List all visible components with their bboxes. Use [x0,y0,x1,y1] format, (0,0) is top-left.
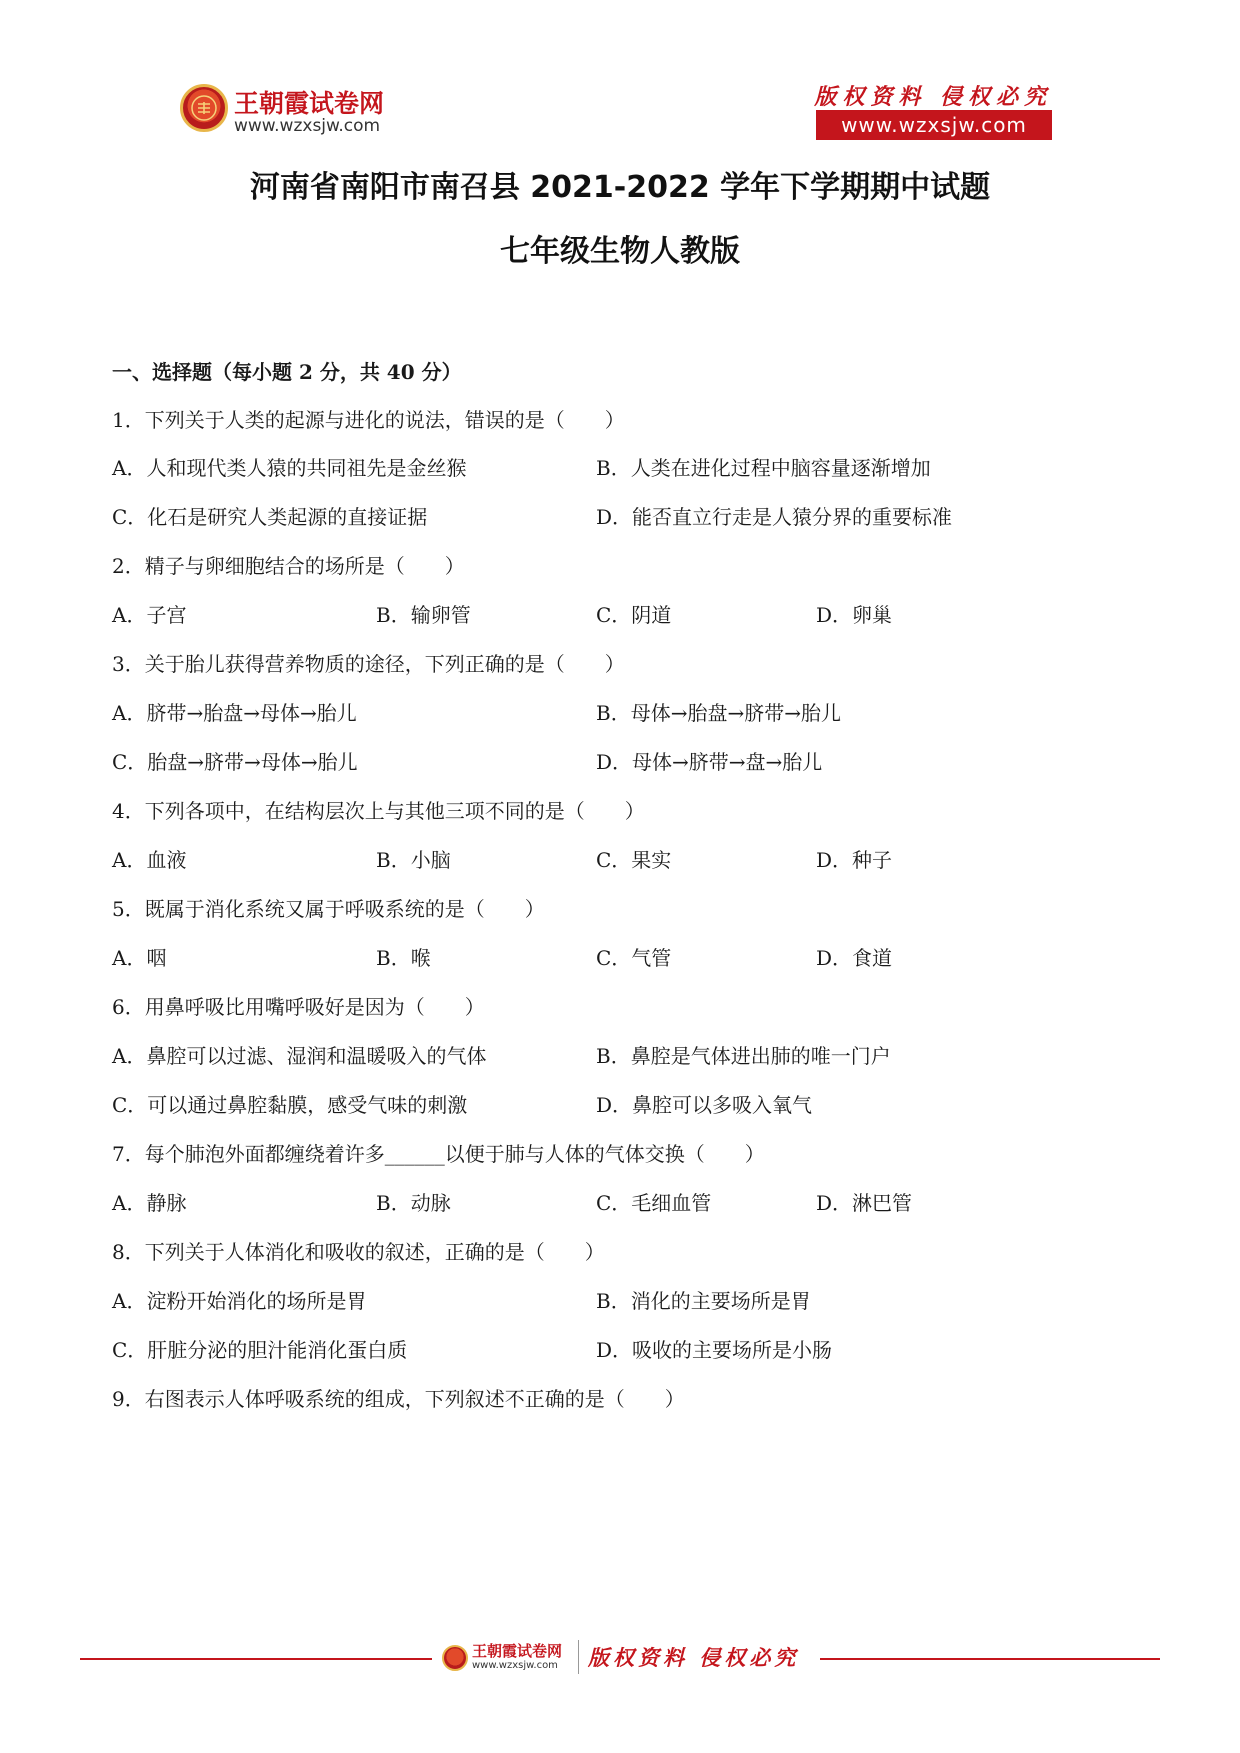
option-a[interactable]: A．血液 [112,848,187,872]
copyright-notice: 版权资料 侵权必究 [814,84,1052,110]
question-stem: 6．用鼻呼吸比用嘴呼吸好是因为（ ） [112,995,485,1019]
option-b[interactable]: B．母体→胎盘→脐带→胎儿 [596,701,841,725]
option-d[interactable]: D．种子 [816,848,893,872]
question-stem: 9．右图表示人体呼吸系统的组成，下列叙述不正确的是（ ） [112,1387,685,1411]
option-b[interactable]: B．输卵管 [376,603,471,627]
option-d[interactable]: D．鼻腔可以多吸入氧气 [596,1093,813,1117]
option-b[interactable]: B．动脉 [376,1191,451,1215]
option-b[interactable]: B．消化的主要场所是胃 [596,1289,811,1313]
question-stem: 7．每个肺泡外面都缠绕着许多______以便于肺与人体的气体交换（ ） [112,1142,765,1166]
footer-seal-icon [442,1645,468,1671]
option-a[interactable]: A．静脉 [112,1191,187,1215]
option-b[interactable]: B．小脑 [376,848,451,872]
option-a[interactable]: A．咽 [112,946,167,970]
footer-rule-right [820,1658,1160,1660]
option-a[interactable]: A．脐带→胎盘→母体→胎儿 [112,701,357,725]
footer-brand-name: 王朝霞试卷网 [472,1642,563,1660]
footer-brand-url[interactable]: www.wzxsjw.com [472,1660,558,1671]
exam-title: 河南省南阳市南召县 2021-2022 学年下学期期中试题 [249,170,991,205]
question-stem: 5．既属于消化系统又属于呼吸系统的是（ ） [112,897,545,921]
option-c[interactable]: C．果实 [596,848,672,872]
option-d[interactable]: D．卵巢 [816,603,893,627]
option-d[interactable]: D．淋巴管 [816,1191,913,1215]
option-a[interactable]: A．鼻腔可以过滤、湿润和温暖吸入的气体 [112,1044,487,1068]
option-c[interactable]: C．阴道 [596,603,672,627]
option-b[interactable]: B．鼻腔是气体进出肺的唯一门户 [596,1044,891,1068]
option-d[interactable]: D．母体→脐带→盘→胎儿 [596,750,823,774]
footer-divider [578,1640,579,1674]
copyright-url[interactable]: www.wzxsjw.com [816,110,1052,140]
option-c[interactable]: C．毛细血管 [596,1191,712,1215]
exam-subtitle: 七年级生物人教版 [500,234,740,269]
question-stem: 3．关于胎儿获得营养物质的途径，下列正确的是（ ） [112,652,625,676]
option-b[interactable]: B．喉 [376,946,431,970]
footer-rule-left [80,1658,432,1660]
question-stem: 8．下列关于人体消化和吸收的叙述，正确的是（ ） [112,1240,605,1264]
section-heading: 一、选择题（每小题 2 分，共 40 分） [112,360,462,384]
option-c[interactable]: C．化石是研究人类起源的直接证据 [112,505,428,529]
brand-name: 王朝霞试卷网 [234,89,385,118]
option-c[interactable]: C．可以通过鼻腔黏膜，感受气味的刺激 [112,1093,468,1117]
question-stem: 2．精子与卵细胞结合的场所是（ ） [112,554,465,578]
brand-url[interactable]: www.wzxsjw.com [234,116,381,136]
option-d[interactable]: D．食道 [816,946,893,970]
option-a[interactable]: A．淀粉开始消化的场所是胃 [112,1289,367,1313]
option-a[interactable]: A．人和现代类人猿的共同祖先是金丝猴 [112,456,467,480]
option-d[interactable]: D．吸收的主要场所是小肠 [596,1338,833,1362]
footer-copyright: 版权资料 侵权必究 [588,1645,800,1670]
option-c[interactable]: C．胎盘→脐带→母体→胎儿 [112,750,358,774]
question-stem: 1．下列关于人类的起源与进化的说法，错误的是（ ） [112,408,625,432]
brand-seal-icon [180,84,228,132]
option-a[interactable]: A．子宫 [112,603,187,627]
option-b[interactable]: B．人类在进化过程中脑容量逐渐增加 [596,456,931,480]
option-c[interactable]: C．气管 [596,946,672,970]
question-stem: 4．下列各项中，在结构层次上与其他三项不同的是（ ） [112,799,645,823]
option-d[interactable]: D．能否直立行走是人猿分界的重要标准 [596,505,953,529]
option-c[interactable]: C．肝脏分泌的胆汁能消化蛋白质 [112,1338,408,1362]
